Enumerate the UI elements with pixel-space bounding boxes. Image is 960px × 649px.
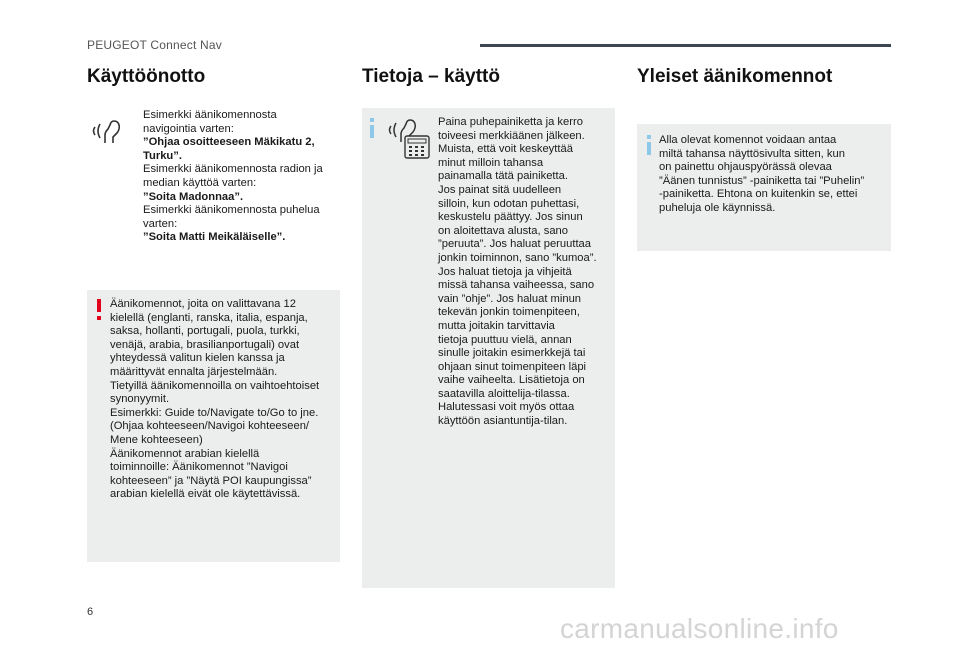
text-line: Halutessasi voit myös ottaa xyxy=(438,401,575,414)
warning-text xyxy=(110,298,338,502)
text-line: Paina puhepainiketta ja kerro xyxy=(438,116,583,128)
warning-exclamation-dot xyxy=(97,316,101,320)
text-line: ”Soita Matti Meikäläiselle”. xyxy=(143,231,286,244)
text-line: Esimerkki: Guide to/Navigate to/Go to jne. xyxy=(110,406,319,419)
text-line: venäjä, arabia, brasilianportugali) ovat xyxy=(110,338,300,351)
text-line: missä tahansa vaiheessa, sano xyxy=(438,279,595,292)
info-icon xyxy=(370,118,374,122)
text-line: Esimerkki äänikomennosta radion ja xyxy=(143,163,323,176)
text-line: tekevän jonkin toimenpiteen, xyxy=(438,306,580,319)
watermark: carmanualsonline.info xyxy=(560,613,839,644)
text-line: synonyymit. xyxy=(110,393,170,406)
voice-command-icon xyxy=(90,113,126,149)
text-line: mutta joitakin tarvittavia xyxy=(438,319,555,332)
text-line: on aloitettava alusta, sano xyxy=(438,224,568,237)
info-icon xyxy=(647,135,651,139)
text-line: toiveesi merkkiäänen jälkeen. xyxy=(438,129,585,142)
text-line: median käyttöä varten: xyxy=(143,176,257,189)
text-line: varten: xyxy=(143,217,178,230)
text-line: minut milloin tahansa xyxy=(438,156,544,169)
text-line: jonkin toiminnon, sano ”kumoa”. xyxy=(438,251,597,264)
phone-voice-icon xyxy=(387,112,433,160)
text-line: käyttöön asiantuntija-tilan. xyxy=(438,415,568,428)
section-title-kayttoonotto: Käyttöönotto xyxy=(87,66,206,87)
section-title-tietoja-kaytto: Tietoja – käyttö xyxy=(362,66,500,87)
text-line: Tietyillä äänikomennoilla on vaihtoehtoiset xyxy=(110,379,320,392)
text-line: on painettu ohjauspyörässä olevaa xyxy=(659,161,832,174)
text-line: keskustelu päättyy. Jos sinun xyxy=(438,211,583,224)
voice-examples-text xyxy=(143,109,343,245)
text-line: vaihe vaiheelta. Lisätietoja on xyxy=(438,374,585,387)
text-line: toiminnoille: Äänikomennot ”Navigoi xyxy=(110,461,288,474)
text-line: Esimerkki äänikomennosta xyxy=(143,109,277,121)
text-line: ”Äänen tunnistus” -painiketta tai ”Puhelin” xyxy=(659,174,865,187)
text-line: kohteeseen” ja ”Näytä POI kaupungissa” xyxy=(110,474,312,487)
text-line: ”peruuta”. Jos haluat peruuttaa xyxy=(438,238,591,251)
document-header-title: PEUGEOT Connect Nav xyxy=(87,38,222,52)
text-line: Äänikomennot arabian kielellä xyxy=(110,447,260,460)
text-line: (Ohjaa kohteeseen/Navigoi kohteeseen/ xyxy=(110,420,310,433)
text-line: Muista, että voit keskeyttää xyxy=(438,143,573,156)
text-line: arabian kielellä eivät ole käytettävissä. xyxy=(110,488,301,501)
general-commands-text xyxy=(659,134,889,216)
warning-exclamation-icon xyxy=(97,299,101,312)
usage-text xyxy=(438,116,613,429)
text-line: sinulle joitakin esimerkkejä tai xyxy=(438,347,586,360)
text-line: Jos haluat tietoja ja vihjeitä xyxy=(438,265,572,278)
text-line: määrittyvät ennalta järjestelmään. xyxy=(110,365,278,378)
text-line: navigointia varten: xyxy=(143,122,234,135)
text-line: puheluja ole käynnissä. xyxy=(659,201,776,214)
text-line: miltä tahansa näyttösivulta sitten, kun xyxy=(659,147,845,160)
text-line: ohjaan sinut toimenpiteen läpi xyxy=(438,360,587,373)
text-line: Äänikomennot, joita on valittavana 12 xyxy=(110,298,296,310)
text-line: Jos painat sitä uudelleen xyxy=(438,183,562,196)
text-line: painamalla tätä painiketta. xyxy=(438,170,568,183)
text-line: Turku”. xyxy=(143,149,182,162)
text-line: vain ”ohje”. Jos haluat minun xyxy=(438,292,582,305)
text-line: yhteydessä valitun kielen kanssa ja xyxy=(110,352,285,365)
text-line: saatavilla aloittelija-tilassa. xyxy=(438,387,570,400)
text-line: Mene kohteeseen) xyxy=(110,433,203,446)
page-number: 6 xyxy=(87,606,94,618)
header-rule xyxy=(480,44,891,47)
text-line: Alla olevat komennot voidaan antaa xyxy=(659,134,837,146)
info-icon-stem xyxy=(370,125,374,138)
text-line: kielellä (englanti, ranska, italia, espanja, xyxy=(110,311,308,324)
info-icon-stem xyxy=(647,142,651,155)
text-line: Esimerkki äänikomennosta puhelua xyxy=(143,204,320,217)
text-line: ”Ohjaa osoitteeseen Mäkikatu 2, xyxy=(143,136,315,149)
text-line: saksa, hollanti, portugali, puola, turkki, xyxy=(110,325,300,338)
section-title-yleiset-aanikomennot: Yleiset äänikomennot xyxy=(637,66,833,87)
text-line: ”Soita Madonnaa”. xyxy=(143,190,244,203)
text-line: -painiketta. Ehtona on kuitenkin se, ettei xyxy=(659,188,858,201)
text-line: tietoja puuttuu vielä, annan xyxy=(438,333,572,346)
text-line: silloin, kun odotan puhettasi, xyxy=(438,197,580,210)
